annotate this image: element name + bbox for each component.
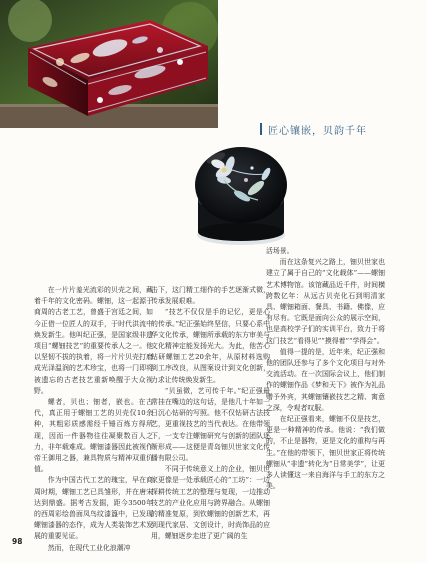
heading-bar: [260, 123, 262, 135]
text-column-2: [151, 285, 270, 543]
round-box-photo: [186, 140, 296, 250]
text-column-3: [266, 246, 385, 492]
page-number: 98: [12, 537, 23, 546]
paragraph: 在一片片羞光流彩的贝壳之间，藏着千年的文化密码。螺钿，这一起源于商周的古老工艺，曾盛于宫廷之间，如今正借一位匠人的双手，于时代洪流中焕发新生。他叫纪正强，是国家级非遗项目“螺钿技艺”的重要传承人之一。他以坚韧不拔的执着，将一片片贝壳打磨成光泽温润的艺术珍宝，也将一门即将被遗忘的古老技艺重新唤醒于大众视野。: [34, 286, 153, 395]
lacquer-box-photo: [0, 0, 218, 128]
paragraph: 作为中国古代工艺的瑰宝，早在商周时期，螺钿工艺已具雏形，并在唐宋达到鼎盛。据考古发掘，距今3500年的西周彩绘兽面凤鸟纹漆簋中，已发现螺钿漆器的态作，成为人类装饰艺术发展的重要见证。: [34, 476, 153, 541]
paragraph: 值得一提的是，近年来，纪正强和他的团队还参与了多个文化项目与对外交流活动。在一次国际会议上，他们制作的螺钿作品《梦和天下》被作为礼品赠予外宾，其螺钿镶嵌技艺之精、寓意之深，令观者叹服。: [266, 347, 385, 412]
paragraph: 而在这条复兴之路上，钿贝世家也建立了属于自己的“文化载体”——螺钿艺术博物馆。该馆藏品近千件，时间横跨数亿年：从远古贝壳化石到明清家具、螺钿箱面、餐具、书籍、佛像，应有尽有。它既是面向公众的展示空间，也是高校学子们的实训平台，致力于将这门技艺“看得见”“摸得着”“学得会”。: [266, 258, 385, 345]
lacquer-box-image: [0, 0, 218, 128]
paragraph: 螺者，贝也；钿者，嵌也。在古代，真正用于螺钿工艺的贝壳仅10余种，其粗彩质感需经千锤百炼方得所现，因而一件器物往往凝聚数百人之力，非年载难成。螺钿漆器因此被视作帝王御用之器，兼具物质与精神双重价值。: [34, 398, 153, 474]
section-heading: [260, 120, 420, 138]
paragraph: “贝虽微，艺可传千年。”纪正强最常挂在嘴边的这句话，是他几十年如一日沉心钻研的写照。他不仅钻研古法技艺，更重视技艺的当代表达。在他带领下，一支专注螺钿研究与创新的团队逐渐形成——这便是青岛钿贝世家文化传播有限公司。: [151, 386, 270, 463]
paragraph: 在纪正强看来，螺钿不仅是技艺，更是一种精神的传承。他说：“我们做的，不止是器物，更是文化的重构与再生。”在他的带领下，钿贝世家正将传统螺钿从“非遗”转化为“日常美学”，让更多人读懂这一来自海洋与手工的东方之美。: [266, 415, 385, 491]
round-box-image: [186, 140, 296, 250]
paragraph: “技艺不仅仅是手的记忆，更是心的传承。”纪正强始终坚信，只要心系中华文化传承，螺钿所承载的东方审美与文化精神定能发扬光大。为此，他苦心钻研螺钿工艺20余年，从原材料选购到工序改良，从图案设计到文化创新，力求让传统焕发新生。: [151, 308, 270, 384]
section-title: 匠心镶嵌，贝韵千年: [268, 125, 367, 137]
paragraph: 不同于传统意义上的企业，钿贝世家更像是一处承载匠心的“工坊”：一边探耕传统工艺的整理与复现，一边推动技艺的产业化应用与跨界融合。从螺钿的精准复原，到钦螺钿的创新艺术，再到现代家居、文创设计，时尚饰品的应用，螺钿逐步走进了更广阔的生: [151, 465, 270, 541]
paragraph-continued: 击下，这门精工细作的手艺逐渐式微，传承发展艰难。: [151, 286, 270, 306]
paragraph: 然而，在现代工业化浪潮冲: [47, 543, 131, 552]
paragraph-continued: 活场景。: [266, 247, 294, 255]
text-column-1: [34, 285, 153, 554]
